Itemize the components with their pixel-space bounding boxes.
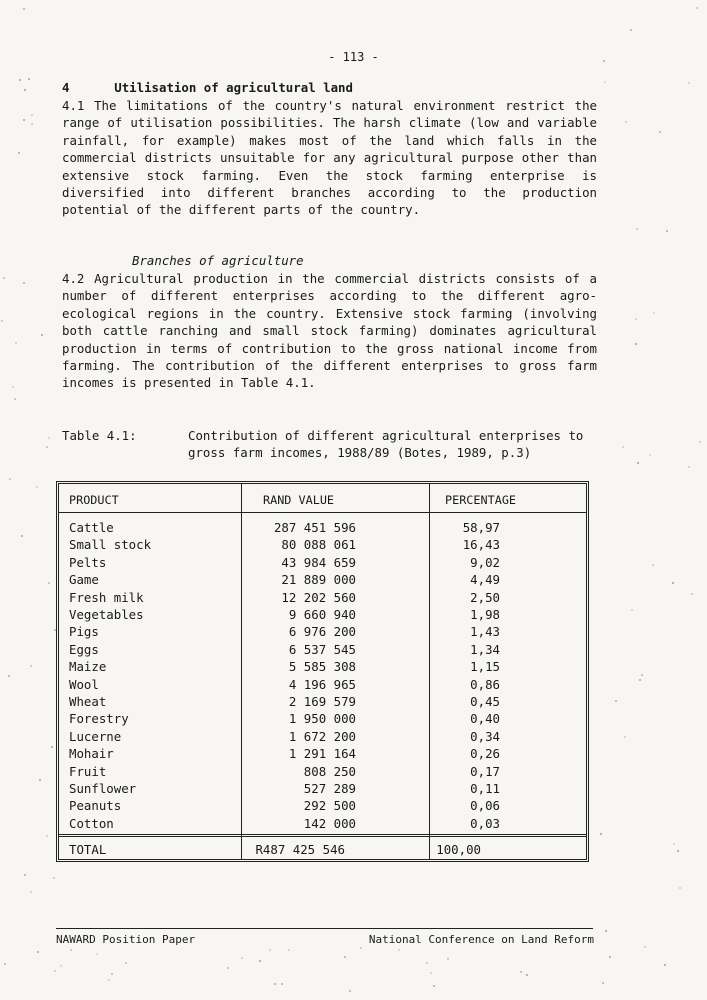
scan-speckle bbox=[241, 957, 243, 959]
scan-speckle bbox=[649, 454, 651, 456]
scan-speckle bbox=[688, 82, 690, 84]
rand-value-cell: 5 585 308 bbox=[288, 659, 356, 675]
table-row bbox=[59, 659, 586, 676]
scan-speckle bbox=[636, 228, 638, 230]
scan-speckle bbox=[609, 956, 611, 958]
total-divider bbox=[59, 834, 586, 837]
scan-speckle bbox=[37, 951, 39, 953]
scan-speckle bbox=[60, 965, 62, 967]
scan-speckle bbox=[520, 971, 522, 973]
percentage-cell: 0,11 bbox=[470, 781, 500, 796]
percentage-cell: 9,02 bbox=[470, 554, 500, 570]
percentage-cell: 1,15 bbox=[470, 659, 500, 675]
scan-speckle bbox=[1, 320, 3, 322]
percentage-cell: 0,45 bbox=[470, 694, 500, 709]
section-title: Utilisation of agricultural land bbox=[114, 80, 353, 95]
page-number: - 113 - bbox=[328, 50, 379, 64]
product-cell: Forestry bbox=[69, 711, 129, 727]
scan-speckle bbox=[666, 230, 668, 232]
table-row bbox=[59, 694, 586, 711]
scan-speckle bbox=[269, 949, 271, 951]
scan-speckle bbox=[631, 609, 633, 611]
header-rand-value: RAND VALUE bbox=[263, 493, 335, 507]
scan-speckle bbox=[677, 850, 679, 852]
percentage-cell: 0,06 bbox=[470, 798, 500, 814]
scan-speckle bbox=[664, 964, 666, 966]
scan-speckle bbox=[19, 79, 21, 81]
scan-speckle bbox=[3, 277, 5, 279]
scan-speckle bbox=[21, 535, 23, 537]
scan-speckle bbox=[433, 985, 435, 987]
scan-speckle bbox=[125, 962, 127, 964]
scan-speckle bbox=[605, 930, 607, 932]
paragraph-4-1: 4.1 The limitations of the country's natural environment restrict the range of utilisation possibilities. The harsh climate (low and variable rainfall, for example) makes most of the land which falls in the commercial districts unsuitable for any agricultural purpose other than extensive stock farming. Even the stock farming enterprise is diversified into different branches according to the production potential of the different parts of the country. bbox=[62, 98, 597, 218]
scan-speckle bbox=[96, 953, 98, 955]
percentage-cell: 58,97 bbox=[462, 520, 500, 535]
scan-speckle bbox=[15, 342, 17, 344]
table-row bbox=[59, 642, 586, 659]
scan-speckle bbox=[24, 89, 26, 91]
scan-speckle bbox=[274, 983, 276, 985]
scan-speckle bbox=[28, 78, 30, 80]
scan-speckle bbox=[430, 972, 432, 974]
product-cell: Cattle bbox=[69, 520, 114, 535]
header-percentage: PERCENTAGE bbox=[445, 493, 517, 507]
product-cell: Game bbox=[69, 572, 99, 588]
rand-value-cell: 1 291 164 bbox=[288, 746, 356, 762]
scan-speckle bbox=[622, 446, 624, 448]
product-cell: Cotton bbox=[69, 815, 114, 831]
scan-speckle bbox=[23, 282, 25, 284]
scan-speckle bbox=[8, 675, 10, 677]
product-cell: Peanuts bbox=[69, 798, 122, 814]
footer-rule bbox=[56, 928, 593, 929]
rand-value-cell: 527 289 bbox=[303, 781, 356, 796]
scan-speckle bbox=[4, 963, 6, 965]
table-row bbox=[59, 711, 586, 728]
total-row bbox=[59, 842, 586, 859]
scan-speckle bbox=[23, 8, 25, 10]
table-row bbox=[59, 572, 586, 589]
rand-value-cell: 142 000 bbox=[303, 815, 356, 831]
scan-speckle bbox=[259, 960, 261, 962]
scan-speckle bbox=[48, 437, 50, 439]
scan-speckle bbox=[344, 956, 346, 958]
table-label: Table 4.1: bbox=[62, 428, 137, 443]
product-cell: Mohair bbox=[69, 746, 114, 762]
scan-speckle bbox=[51, 746, 53, 748]
table-row bbox=[59, 590, 586, 607]
scan-speckle bbox=[604, 81, 606, 83]
scan-speckle bbox=[652, 564, 654, 566]
header-divider bbox=[59, 512, 586, 513]
percentage-cell: 16,43 bbox=[462, 537, 500, 553]
scan-speckle bbox=[14, 398, 16, 400]
percentage-cell: 0,86 bbox=[470, 676, 500, 692]
scan-speckle bbox=[36, 486, 38, 488]
scan-speckle bbox=[447, 958, 449, 960]
scan-speckle bbox=[696, 7, 698, 9]
product-cell: Sunflower bbox=[69, 781, 137, 796]
data-table bbox=[56, 481, 589, 862]
scan-speckle bbox=[426, 962, 428, 964]
scan-speckle bbox=[526, 974, 528, 976]
scan-speckle bbox=[691, 593, 693, 595]
product-cell: Pelts bbox=[69, 554, 107, 570]
total-label: TOTAL bbox=[69, 842, 107, 857]
scan-speckle bbox=[679, 887, 681, 889]
header-product: PRODUCT bbox=[69, 493, 119, 507]
table-row bbox=[59, 781, 586, 798]
scan-speckle bbox=[46, 446, 48, 448]
product-cell: Fruit bbox=[69, 763, 107, 779]
table-row bbox=[59, 520, 586, 537]
scan-speckle bbox=[39, 779, 41, 781]
table-caption: Contribution of different agricultural enterprises to gross farm incomes, 1988/89 (Botes, 1989, p.3) bbox=[188, 428, 584, 461]
scan-speckle bbox=[46, 835, 48, 837]
rand-value-cell: 43 984 659 bbox=[281, 554, 356, 570]
scan-speckle bbox=[625, 121, 627, 123]
rand-value-cell: 2 169 579 bbox=[288, 694, 356, 709]
scan-speckle bbox=[281, 983, 283, 985]
subheading-branches: Branches of agriculture bbox=[132, 253, 304, 268]
scan-speckle bbox=[31, 123, 33, 125]
table-row bbox=[59, 537, 586, 554]
percentage-cell: 1,43 bbox=[470, 624, 500, 640]
scan-speckle bbox=[48, 582, 50, 584]
scan-speckle bbox=[624, 736, 626, 738]
product-cell: Maize bbox=[69, 659, 107, 675]
rand-value-cell: 1 950 000 bbox=[288, 711, 356, 727]
section-heading bbox=[62, 80, 353, 95]
product-cell: Eggs bbox=[69, 641, 99, 657]
scan-speckle bbox=[54, 970, 56, 972]
table-row bbox=[59, 624, 586, 641]
rand-value-cell: 6 976 200 bbox=[288, 624, 356, 640]
product-cell: Small stock bbox=[69, 537, 152, 553]
table-row bbox=[59, 677, 586, 694]
table-row bbox=[59, 746, 586, 763]
product-cell: Vegetables bbox=[69, 607, 144, 622]
percentage-cell: 0,03 bbox=[470, 815, 500, 831]
product-cell: Lucerne bbox=[69, 728, 122, 744]
scan-speckle bbox=[659, 131, 661, 133]
table-row bbox=[59, 729, 586, 746]
scan-speckle bbox=[635, 318, 637, 320]
product-cell: Fresh milk bbox=[69, 589, 144, 605]
scan-speckle bbox=[30, 665, 32, 667]
scan-speckle bbox=[12, 386, 14, 388]
product-cell: Wheat bbox=[69, 694, 107, 709]
rand-value-cell: 9 660 940 bbox=[288, 607, 356, 622]
scan-speckle bbox=[637, 462, 639, 464]
scan-speckle bbox=[398, 949, 400, 951]
scan-speckle bbox=[24, 874, 26, 876]
percentage-cell: 1,98 bbox=[470, 607, 500, 622]
scan-speckle bbox=[108, 979, 110, 981]
rand-value-cell: 12 202 560 bbox=[281, 589, 356, 605]
section-number: 4 bbox=[62, 80, 70, 95]
scan-speckle bbox=[673, 843, 675, 845]
scan-speckle bbox=[31, 114, 33, 116]
scan-speckle bbox=[227, 967, 229, 969]
rand-value-cell: 287 451 596 bbox=[273, 520, 356, 535]
rand-value-cell: 1 672 200 bbox=[288, 728, 356, 744]
percentage-cell: 0,17 bbox=[470, 763, 500, 779]
scan-speckle bbox=[630, 29, 632, 31]
scan-speckle bbox=[615, 700, 617, 702]
scan-speckle bbox=[641, 674, 643, 676]
scan-speckle bbox=[70, 949, 72, 951]
scan-speckle bbox=[53, 877, 55, 879]
scan-speckle bbox=[688, 466, 690, 468]
total-percentage: 100,00 bbox=[436, 842, 481, 857]
scan-speckle bbox=[288, 949, 290, 951]
rand-value-cell: 808 250 bbox=[303, 763, 356, 779]
total-rand-value: R487 425 546 bbox=[255, 842, 345, 857]
table-row bbox=[59, 798, 586, 815]
scan-speckle bbox=[41, 334, 43, 336]
percentage-cell: 1,34 bbox=[470, 641, 500, 657]
rand-value-cell: 80 088 061 bbox=[281, 537, 356, 553]
percentage-cell: 0,26 bbox=[470, 746, 500, 762]
scan-speckle bbox=[23, 119, 25, 121]
scan-speckle bbox=[644, 946, 646, 948]
scan-speckle bbox=[602, 982, 604, 984]
scan-speckle bbox=[18, 152, 20, 154]
scan-speckle bbox=[9, 478, 11, 480]
scan-speckle bbox=[653, 312, 655, 314]
table-row bbox=[59, 607, 586, 624]
scan-speckle bbox=[699, 441, 701, 443]
scan-speckle bbox=[639, 679, 641, 681]
scan-speckle bbox=[360, 947, 362, 949]
scan-speckle bbox=[111, 973, 113, 975]
scan-speckle bbox=[349, 990, 351, 992]
percentage-cell: 0,40 bbox=[470, 711, 500, 727]
footer-left: NAWARD Position Paper bbox=[56, 933, 196, 946]
scan-speckle bbox=[600, 833, 602, 835]
percentage-cell: 4,49 bbox=[470, 572, 500, 588]
paragraph-4-2: 4.2 Agricultural production in the commercial districts consists of a number of different enterprises according to the different agro-ecological regions in the country. Extensive stock farming (involving both cattle ranching and small stock farming) dominates agricultural production in terms of contribution to the gross national income from farming. The contribution of the different enterprises to gross farm incomes is presented in Table 4.1. bbox=[62, 271, 597, 391]
scan-speckle bbox=[603, 60, 605, 62]
percentage-cell: 0,34 bbox=[470, 728, 500, 744]
scan-speckle bbox=[672, 582, 674, 584]
table-row bbox=[59, 555, 586, 572]
product-cell: Pigs bbox=[69, 624, 99, 640]
scan-speckle bbox=[635, 343, 637, 345]
percentage-cell: 2,50 bbox=[470, 589, 500, 605]
rand-value-cell: 6 537 545 bbox=[288, 641, 356, 657]
scan-speckle bbox=[30, 891, 32, 893]
table-row bbox=[59, 764, 586, 781]
table-row bbox=[59, 816, 586, 833]
product-cell: Wool bbox=[69, 676, 99, 692]
rand-value-cell: 292 500 bbox=[303, 798, 356, 814]
rand-value-cell: 21 889 000 bbox=[281, 572, 356, 588]
rand-value-cell: 4 196 965 bbox=[288, 676, 356, 692]
footer-right: National Conference on Land Reform bbox=[368, 933, 594, 946]
